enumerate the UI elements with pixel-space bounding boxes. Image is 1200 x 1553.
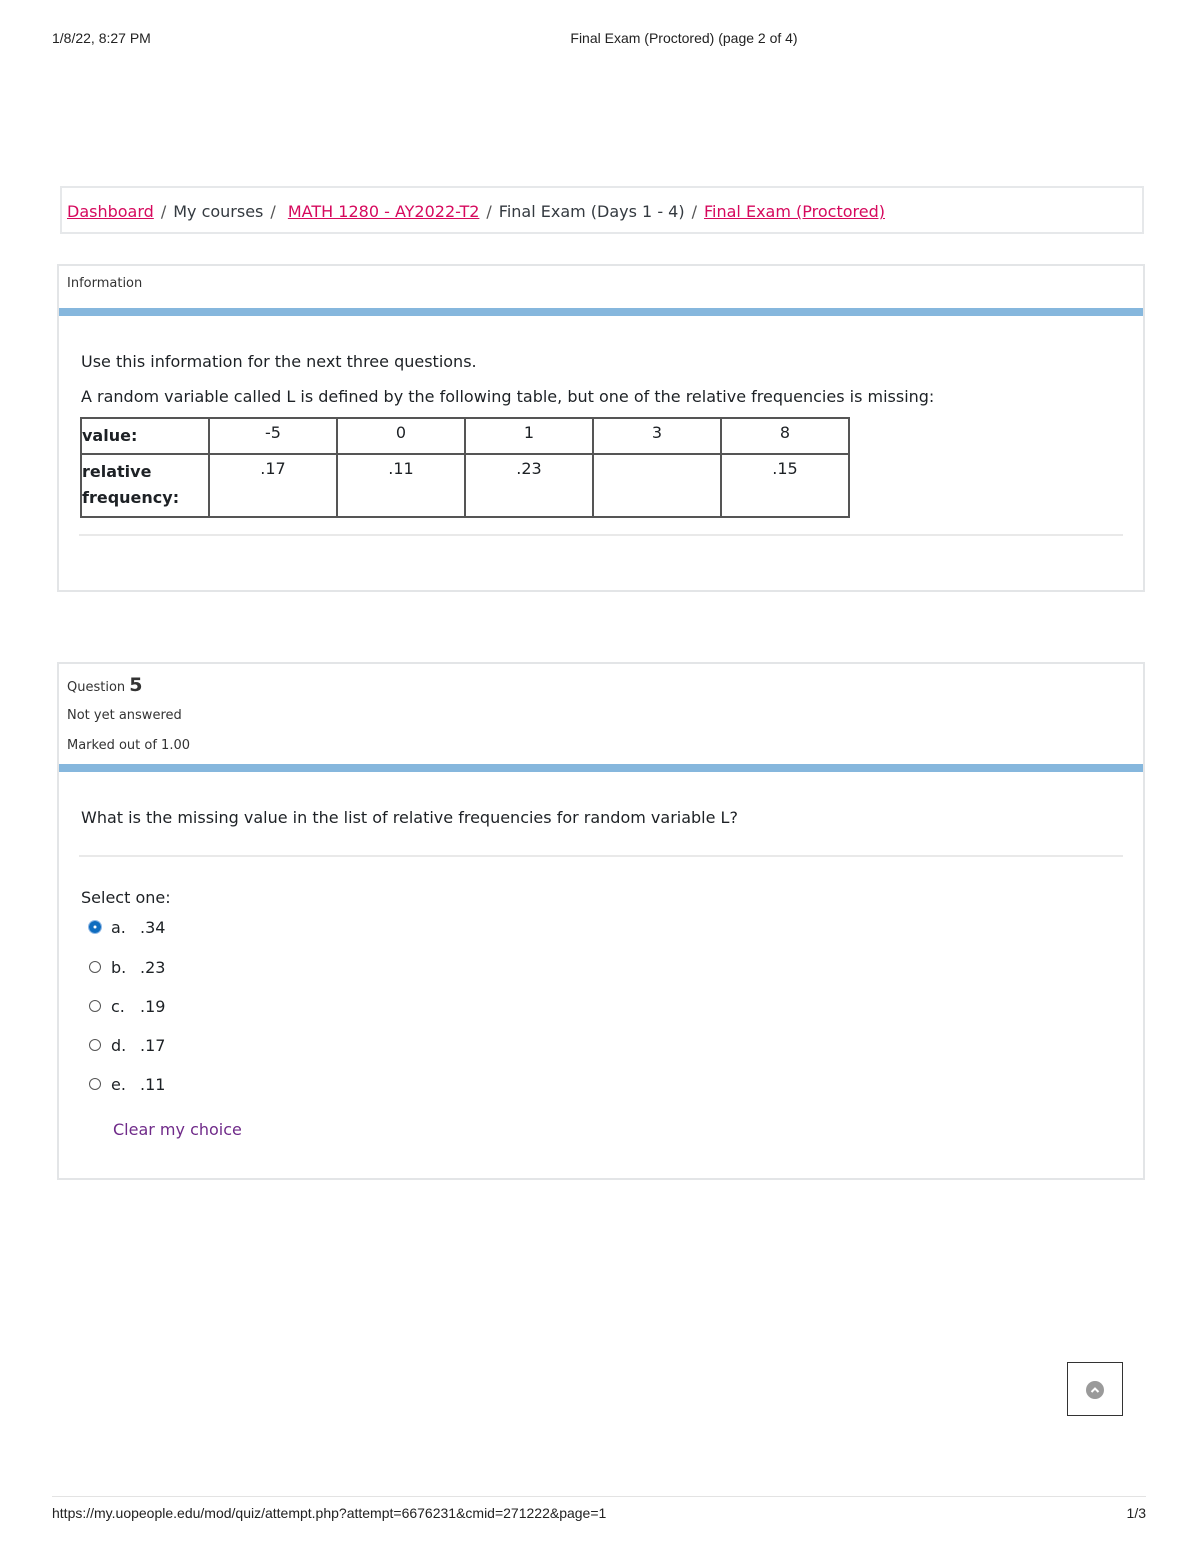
option-value: .19 <box>140 996 166 1016</box>
option-letter: c. <box>111 996 125 1016</box>
information-description: A random variable called L is defined by the following table, but one of the relative frequencies is missing: <box>81 387 935 406</box>
print-date: 1/8/22, 8:27 PM <box>52 30 151 46</box>
option-letter: b. <box>111 957 127 977</box>
breadcrumb-separator: / <box>270 202 276 221</box>
question-label <box>67 674 143 696</box>
table-cell: 8 <box>721 418 849 454</box>
print-page-number: 1/3 <box>1126 1505 1146 1521</box>
print-header <box>0 30 1200 50</box>
table-cell: 1 <box>465 418 593 454</box>
footer-divider <box>52 1496 1146 1497</box>
table-cell: 0 <box>337 418 465 454</box>
divider <box>79 855 1123 857</box>
table-row <box>81 454 849 517</box>
table-cell: .23 <box>465 454 593 517</box>
radio-button[interactable] <box>89 1078 101 1090</box>
question-accent-bar <box>59 764 1143 772</box>
select-one-label: Select one: <box>81 888 171 907</box>
clear-my-choice-link[interactable]: Clear my choice <box>113 1120 242 1139</box>
information-intro: Use this information for the next three questions. <box>81 352 477 371</box>
answer-option-c[interactable] <box>89 995 165 1017</box>
breadcrumb <box>60 186 1144 234</box>
breadcrumb-separator: / <box>486 202 492 221</box>
question-number: 5 <box>129 674 143 696</box>
breadcrumb-separator: / <box>160 202 167 221</box>
print-url: https://my.uopeople.edu/mod/quiz/attempt.php?attempt=6676231&cmid=271222&page=1 <box>52 1505 607 1521</box>
information-accent-bar <box>59 308 1143 316</box>
option-letter: a. <box>111 917 126 937</box>
table-row-label-value: value: <box>81 418 209 454</box>
option-letter: e. <box>111 1074 126 1094</box>
option-value: .11 <box>140 1074 166 1094</box>
table-row <box>81 418 849 454</box>
table-cell: -5 <box>209 418 337 454</box>
option-value: .17 <box>140 1035 166 1055</box>
answer-option-b[interactable] <box>89 956 165 978</box>
answer-option-a[interactable] <box>89 916 165 938</box>
question-marks: Marked out of 1.00 <box>67 738 191 753</box>
option-letter: d. <box>111 1035 127 1055</box>
information-label: Information <box>67 276 143 291</box>
table-cell: .15 <box>721 454 849 517</box>
radio-button[interactable] <box>89 961 101 973</box>
frequency-table <box>80 417 850 518</box>
table-row-label-frequency: relative frequency: <box>81 454 209 517</box>
breadcrumb-my-courses: My courses <box>173 202 264 221</box>
breadcrumb-section: Final Exam (Days 1 - 4) <box>498 202 685 221</box>
breadcrumb-dashboard-link[interactable]: Dashboard <box>67 202 154 221</box>
radio-button-checked[interactable] <box>89 921 101 933</box>
print-footer <box>0 1505 1200 1525</box>
breadcrumb-quiz-link[interactable]: Final Exam (Proctored) <box>704 202 885 221</box>
chevron-up-circle-icon <box>1086 1381 1104 1399</box>
table-cell: .11 <box>337 454 465 517</box>
divider <box>79 534 1123 536</box>
radio-button[interactable] <box>89 1000 101 1012</box>
answer-option-e[interactable] <box>89 1073 165 1095</box>
question-card <box>57 662 1145 1180</box>
breadcrumb-course-link[interactable]: MATH 1280 - AY2022-T2 <box>287 202 480 221</box>
question-label-text: Question <box>67 680 126 695</box>
option-value: .34 <box>140 917 166 937</box>
information-card <box>57 264 1145 592</box>
option-value: .23 <box>140 957 166 977</box>
table-cell <box>593 454 721 517</box>
table-cell: .17 <box>209 454 337 517</box>
question-status: Not yet answered <box>67 708 182 723</box>
breadcrumb-separator: / <box>691 202 697 221</box>
radio-button[interactable] <box>89 1039 101 1051</box>
answer-option-d[interactable] <box>89 1034 165 1056</box>
question-text: What is the missing value in the list of relative frequencies for random variable L? <box>81 808 738 827</box>
back-to-top-button[interactable] <box>1067 1362 1123 1416</box>
print-title: Final Exam (Proctored) (page 2 of 4) <box>570 30 798 46</box>
table-cell: 3 <box>593 418 721 454</box>
